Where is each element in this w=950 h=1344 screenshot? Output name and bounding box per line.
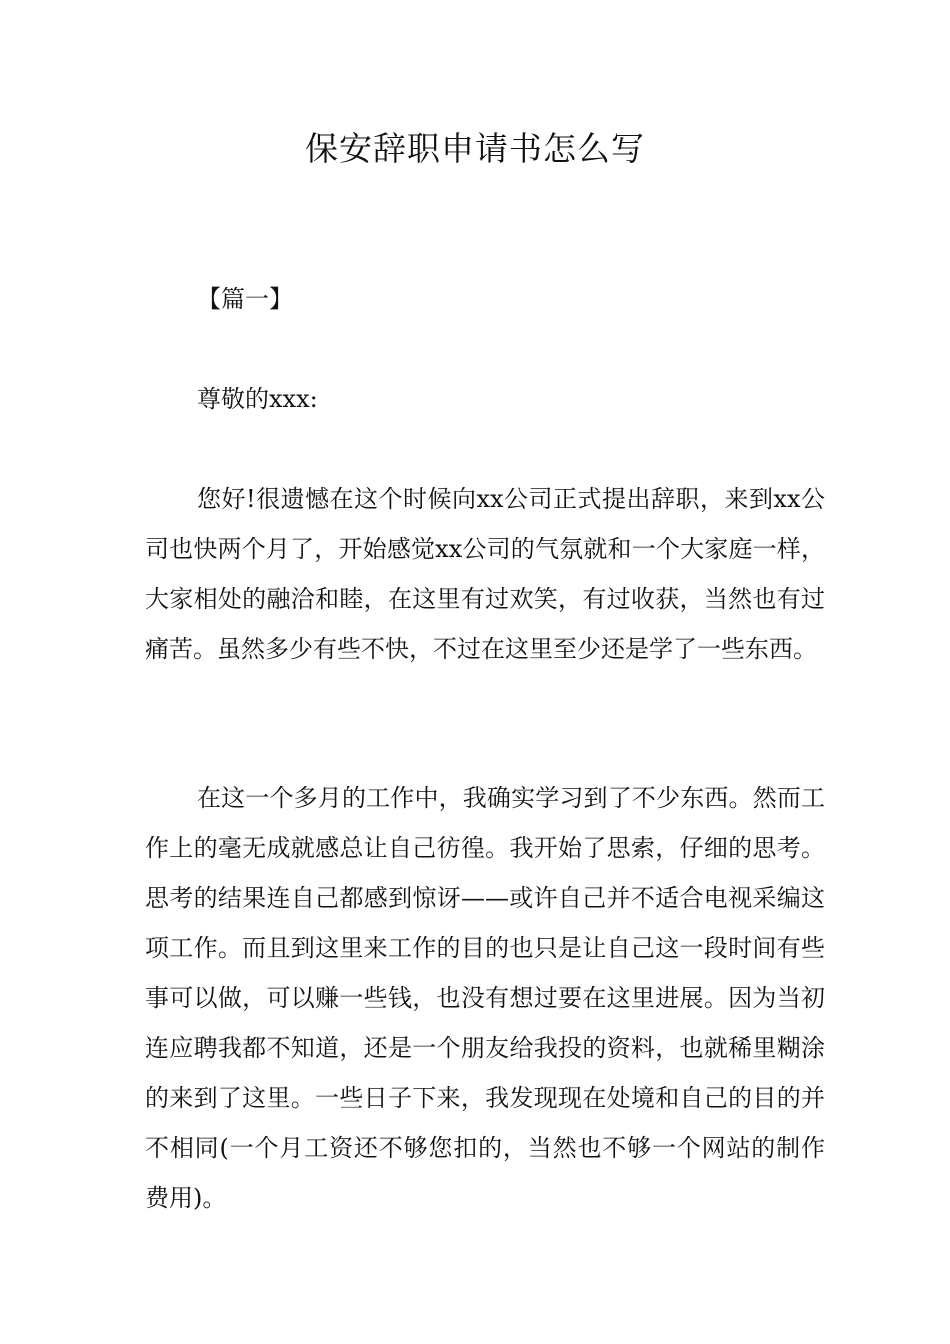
document-title: 保安辞职申请书怎么写 [305,129,645,168]
salutation: 尊敬的xxx: [197,385,318,413]
body-paragraph-1: 您好!很遗憾在这个时候向xx公司正式提出辞职，来到xx公司也快两个月了，开始感觉xx公司的气氛就和一个大家庭一样，大家相处的融洽和睦，在这里有过欢笑，有过收获，当然也有过痛苦。虽然多少有些不快，不过在这里至少还是学了一些东西。 [145,485,825,663]
section-heading: 【篇一】 [197,285,293,313]
body-paragraph-2: 在这一个多月的工作中，我确实学习到了不少东西。然而工作上的毫无成就感总让自己彷徨。我开始了思索，仔细的思考。思考的结果连自己都感到惊讶——或许自己并不适合电视采编这项工作。而且到这里来工作的目的也只是让自己这一段时间有些事可以做，可以赚一些钱，也没有想过要在这里进展。因为当初连应聘我都不知道，还是一个朋友给我投的资料，也就稀里糊涂的来到了这里。一些日子下来，我发现现在处境和自己的目的并不相同(一个月工资还不够您扣的，当然也不够一个网站的制作费用)。 [145,784,825,1212]
